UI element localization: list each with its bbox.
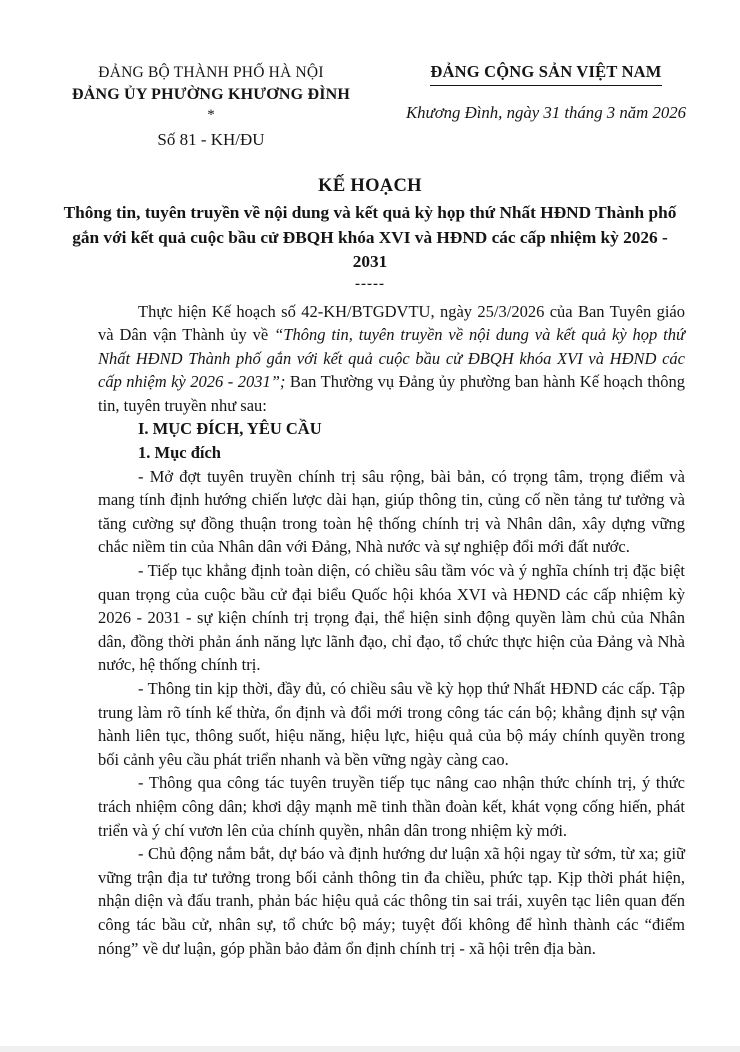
viewport-bottom-edge [0,1046,740,1052]
paragraph [98,300,685,418]
org-name: ĐẢNG ỦY PHƯỜNG KHƯƠNG ĐÌNH [71,86,351,103]
paragraph-text: - Tiếp tục khẳng định toàn diện, có chiều sâu tầm vóc và ý nghĩa chính trị đặc biệt quan trọng của cuộc bầu cử đại biểu Quốc hội khóa XVI và HĐND các cấp nhiệm kỳ 2026 - 2031 - sự kiện chính trị trọng đại, thể hiện sinh động quyền làm chủ của Nhân dân, đồng thời phản ánh năng lực lãnh đạo, chỉ đạo, tổ chức thực hiện của Đảng và Nhà nước, hệ thống chính trị. [98,561,685,675]
document-title: KẾ HOẠCH [318,176,422,196]
paragraph-text: - Thông tin kịp thời, đầy đủ, có chiều sâu về kỳ họp thứ Nhất HĐND các cấp. Tập trung làm rõ tính kế thừa, ổn định và đổi mới trong công tác cán bộ; khẳng định sự vận hành liên tục, thông suốt, hiệu năng, hiệu lực, hiệu quả của bộ máy chính quyền trong bối cảnh yêu cầu phát triển nhanh và bền vững ngày càng cao. [98,679,685,769]
org-parent-name: ĐẢNG BỘ THÀNH PHỐ HÀ NỘI [98,64,324,81]
section-heading: 1. Mục đích [138,443,221,463]
paragraph [98,465,685,559]
section-heading: I. MỤC ĐÍCH, YÊU CẦU [138,419,322,439]
document-number: Số 81 - KH/ĐU [157,130,265,149]
title-block [0,176,740,291]
paragraph-text: - Mở đợt tuyên truyền chính trị sâu rộng, bài bản, có trọng tâm, trọng điểm và mang tính định hướng chiến lược dài hạn, giúp thông tin, củng cố nền tảng tư tưởng và tăng cường sự đồng thuận trong toàn hệ thống chính trị và Nhân dân, xây dựng vững chắc niềm tin của Nhân dân với Đảng, Nhà nước và sự nghiệp đổi mới đất nước. [98,466,685,557]
paragraph [98,677,685,771]
paragraph [98,559,685,677]
paragraph [98,771,685,842]
paragraph [98,842,685,960]
paragraph-text: Thực hiện Kế hoạch số 42-KH/BTGDVTU, ngày 25/3/2026 của Ban Tuyên giáo và Dân vận Thành ủy về [98,301,685,345]
paragraph-text: Ban Thường vụ Đảng ủy phường ban hành Kế hoạch thông tin, tuyên truyền như sau: [98,372,685,415]
title-divider: ----- [355,275,385,292]
document-body [98,300,685,961]
paragraph-text: - Chủ động nắm bắt, dự báo và định hướng dư luận xã hội ngay từ sớm, từ xa; giữ vững trận địa tư tưởng trong bối cảnh thông tin đa chiều, phức tạp. Kịp thời phát hiện, nhận diện và đấu tranh, phản bác hiệu quả các thông tin sai trái, xuyên tạc liên quan đến công tác bầu cử, nhân sự, tổ chức bộ máy; tuyệt đối không để hình thành các “điểm nóng” về dư luận, góp phần bảo đảm ổn định chính trị - xã hội trên địa bàn. [98,844,685,958]
header-left-block [50,62,372,152]
star-separator: * [207,107,215,123]
document-subtitle: Thông tin, tuyên truyền về nội dung và kết quả kỳ họp thứ Nhất HĐND Thành phố gắn với kết quả cuộc bầu cử ĐBQH khóa XVI và HĐND các cấp nhiệm kỳ 2026 - 2031 [63,203,677,271]
quoted-italic-text: “Thông tin, tuyên truyền về nội dung và kết quả kỳ họp thứ Nhất HĐND Thành phố gắn với kết quả cuộc bầu cử ĐBQH khóa XVI và HĐND các cấp nhiệm kỳ 2026 - 2031”; [98,325,685,392]
paragraph-text: - Thông qua công tác tuyên truyền tiếp tục nâng cao nhận thức chính trị, ý thức trách nhiệm công dân; khơi dậy mạnh mẽ tinh thần đoàn kết, khát vọng cống hiến, phát triển và ý chí vươn lên của chính quyền, nhân dân trong nhiệm kỳ mới. [98,773,685,840]
national-motto: ĐẢNG CỘNG SẢN VIỆT NAM [430,62,661,86]
header-right-block [378,62,714,152]
document-header [0,0,740,152]
place-and-date: Khương Đình, ngày 31 tháng 3 năm 2026 [405,103,687,122]
